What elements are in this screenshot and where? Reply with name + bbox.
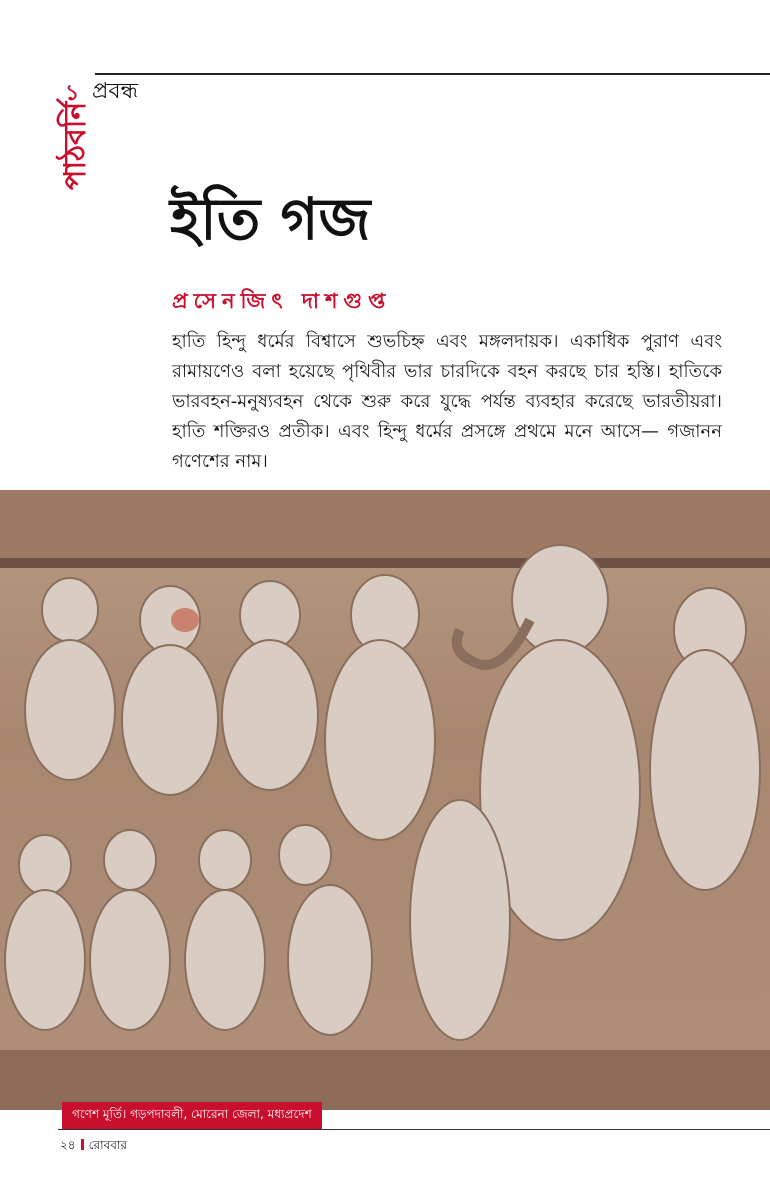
footer-divider bbox=[81, 1139, 84, 1150]
page-footer bbox=[60, 1137, 127, 1157]
stone-lintel bbox=[0, 490, 770, 565]
figure-head bbox=[240, 581, 300, 649]
figure-body bbox=[5, 890, 85, 1030]
lintel-shadow bbox=[0, 558, 770, 568]
section-title: প্রবন্ধ bbox=[92, 79, 139, 104]
figure-head bbox=[104, 830, 156, 890]
figure-body bbox=[325, 640, 435, 840]
figure-head bbox=[199, 830, 251, 890]
ganesha-relief-photo bbox=[0, 490, 770, 1110]
figure-body bbox=[222, 640, 318, 790]
magazine-name: রোববার bbox=[88, 1138, 127, 1152]
figure-head bbox=[42, 578, 98, 642]
top-rule bbox=[95, 73, 770, 75]
figure-body bbox=[122, 645, 218, 795]
author-byline: প্রসেনজিৎ দাশগুপ্ত bbox=[172, 289, 392, 313]
painted-face bbox=[171, 608, 199, 632]
figure-body bbox=[185, 890, 265, 1030]
series-label: পাঠবর্নি bbox=[58, 101, 93, 190]
intro-paragraph: হাতি হিন্দু ধর্মের বিশ্বাসে শুভচিহ্ন এবং মঙ্গলদায়ক। একাধিক পুরাণ এবং রামায়ণেও বলা হয়েছে পৃথিবীর ভার চারদিকে বহন করছে চার হস্তি। হাতিকে ভারবহন-মনুষ্যবহন থেকে শুরু করে যুদ্ধে পর্যন্ত ব্যবহার করেছে ভারতীয়রা। হাতি শক্তিরও প্রতীক। এবং হিন্দু ধর্মের প্রসঙ্গে প্রথমে মনে আসে— গজানন গণেশের নাম। bbox=[172, 331, 722, 472]
figure-head bbox=[279, 825, 331, 885]
article-title: ইতি গজ bbox=[170, 185, 371, 253]
figure-body bbox=[650, 650, 760, 890]
page-number: ২৪ bbox=[60, 1138, 76, 1152]
section-number: ১ bbox=[65, 81, 80, 106]
figure-body bbox=[410, 800, 510, 1040]
footer-rule bbox=[58, 1129, 770, 1130]
figure-body bbox=[25, 640, 115, 780]
figure-body bbox=[288, 885, 372, 1035]
photo-caption: গণেশ মূর্তি। গড়পদাবলী, মোরেনা জেলা, মধ্যপ্রদেশ bbox=[62, 1102, 322, 1130]
base-ledge bbox=[0, 1050, 770, 1110]
figure-head bbox=[19, 835, 71, 895]
relief-illustration bbox=[0, 490, 770, 1110]
ganesha-head bbox=[512, 545, 608, 655]
figure-body bbox=[90, 890, 170, 1030]
